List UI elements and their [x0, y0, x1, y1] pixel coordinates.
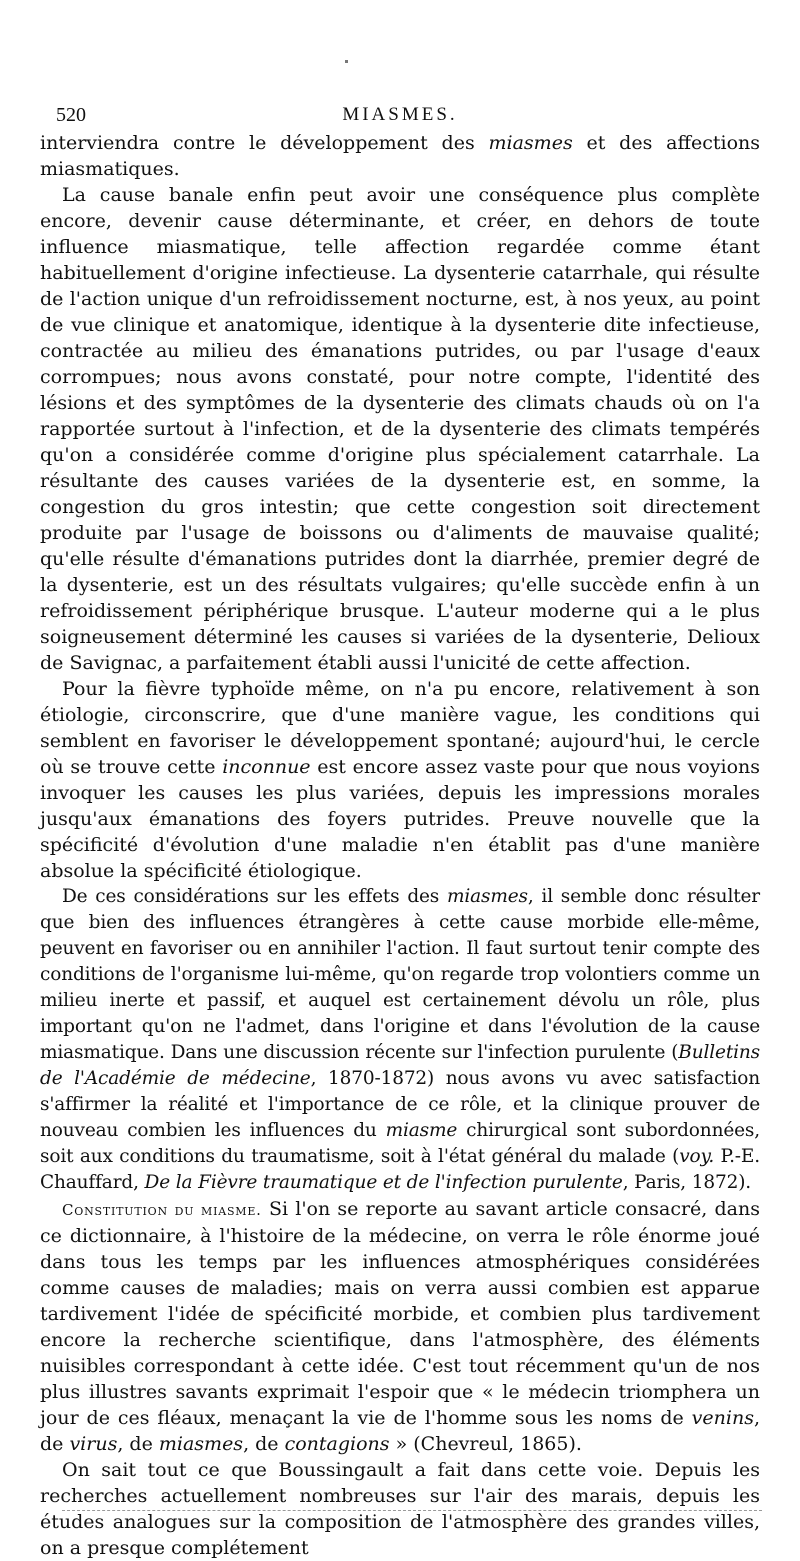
- text-segment: » (Chevreul, 1865).: [389, 1433, 582, 1455]
- text-segment: De ces considérations sur les effets des: [62, 886, 447, 907]
- text-segment: Constitution du miasme.: [62, 1201, 262, 1219]
- text-segment: miasmes: [158, 1433, 244, 1455]
- text-segment: , 1870-1872) nous avons vu avec satisfaction s'affirmer la réalité et l'importance de ce rôle, et la clinique prouver de nouveau combien les influences du: [40, 1068, 760, 1141]
- text-segment: miasmes: [446, 886, 528, 907]
- text-segment: et des affections miasmatiques.: [40, 132, 760, 180]
- text-segment: La cause banale enfin peut avoir une conséquence plus complète encore, devenir cause déterminante, et créer, en dehors de toute influence miasmatique, telle affection regardée comme étant habituellement d'origine infectieuse. La dysenterie catarrhale, qui résulte de l'action unique d'un refroidissement nocturne, est, à nos yeux, au point de vue clinique et anatomique, identique à la dysenterie dite infectieuse, contractée au milieu des émanations putrides, ou par l'usage d'eaux corrompues; nous avons constaté, pour notre compte, l'identité des lésions et des symptômes de la dysenterie des climats chauds où on l'a rapportée surtout à l'infection, et de la dysenterie des climats tempérés qu'on a considérée comme d'origine plus spécialement catarrhale. La résultante des causes variées de la dysenterie est, en somme, la congestion du gros intestin; que cette congestion soit directement produite par l'usage de boissons ou d'aliments de mauvaise qualité; qu'elle résulte d'émanations putrides dont la diarrhée, premier degré de la dysenterie, est un des résultats vulgaires; qu'elle succède enfin à un refroidissement périphérique brusque. L'auteur moderne qui a le plus soigneusement déterminé les causes si variées de la dysenterie, Delioux de Savignac, a parfaitement établi aussi l'unicité de cette affection.: [40, 184, 760, 674]
- text-segment: Si l'on se reporte au savant article consacré, dans ce dictionnaire, à l'histoire de la médecine, on verra le rôle énorme joué dans tous les temps par les influences atmosphériques considérées comme causes de maladies; mais on verra aussi combien est apparue tardivement l'idée de spécificité morbide, et combien plus tardivement encore la recherche scientifique, dans l'atmosphère, des éléments nuisibles correspondant à cette idée. C'est tout récemment qu'un de nos plus illustres savants exprimait l'espoir que « le médecin triomphera un jour de ces fléaux, menaçant la vie de l'homme sous les noms de: [40, 1198, 760, 1429]
- text-segment: , de: [243, 1433, 285, 1455]
- paragraph-5: [40, 1196, 760, 1457]
- text-segment: venins: [691, 1407, 754, 1429]
- paragraph-1: [40, 130, 760, 182]
- running-title: MIASMES.: [342, 104, 458, 125]
- text-segment: est encore assez vaste pour que nous voyions invoquer les causes les plus variées, depuis les impressions morales jusqu'aux émanations des foyers putrides. Preuve nouvelle que la spécificité d'évolution d'une maladie n'en établit pas d'une manière absolue la spécificité étiologique.: [40, 756, 760, 882]
- paragraph-3: [40, 676, 760, 884]
- text-segment: chirurgical sont subordonnées, soit aux conditions du traumatisme, soit à l'état général du malade (: [40, 1120, 760, 1167]
- footer-dashed-rule: [62, 1510, 762, 1511]
- text-segment: , de: [117, 1433, 159, 1455]
- paragraph-6: [40, 1457, 760, 1561]
- text-segment: Bulletins de l'Académie de médecine: [40, 1042, 760, 1089]
- text-segment: Pour la fièvre typhoïde même, on n'a pu encore, relativement à son étiologie, circonscrire, que d'une manière vague, les conditions qui semblent en favoriser le développement spontané; aujourd'hui, le cercle où se trouve cette: [40, 678, 760, 778]
- text-segment: miasme: [385, 1120, 458, 1141]
- document-page: [40, 100, 760, 1561]
- paragraph-2: [40, 182, 760, 676]
- print-speck: [345, 60, 348, 63]
- paragraph-4: [40, 884, 760, 1196]
- page-number: 520: [56, 104, 86, 126]
- text-segment: , Paris, 1872).: [622, 1172, 752, 1193]
- text-segment: On sait tout ce que Boussingault a fait dans cette voie. Depuis les recherches actuellement nombreuses sur l'air des marais, depuis les études analogues sur la composition de l'atmosphère des grandes villes, on a presque complétement: [40, 1459, 760, 1559]
- text-segment: inconnue: [222, 756, 311, 778]
- text-segment: , il semble donc résulter que bien des influences étrangères à cette cause morbide elle-même, peuvent en favoriser ou en annihiler l'action. Il faut surtout tenir compte des conditions de l'organisme lui-même, qu'on regarde trop volontiers comme un milieu inerte et passif, et auquel est certainement dévolu un rôle, plus important qu'on ne l'admet, dans l'origine et dans l'évolution de la cause miasmatique. Dans une discussion récente sur l'infection purulente (: [40, 886, 760, 1063]
- text-segment: P.-E. Chauffard,: [40, 1146, 760, 1193]
- text-segment: contagions: [284, 1433, 390, 1455]
- body-text: [40, 130, 760, 1561]
- text-segment: , de: [40, 1407, 760, 1455]
- text-segment: De la Fièvre traumatique et de l'infection purulente: [144, 1172, 623, 1193]
- text-segment: miasmes: [488, 132, 573, 154]
- text-segment: virus: [69, 1433, 118, 1455]
- text-segment: interviendra contre le développement des: [40, 132, 489, 154]
- text-segment: voy.: [679, 1146, 715, 1167]
- page-header: [40, 100, 760, 130]
